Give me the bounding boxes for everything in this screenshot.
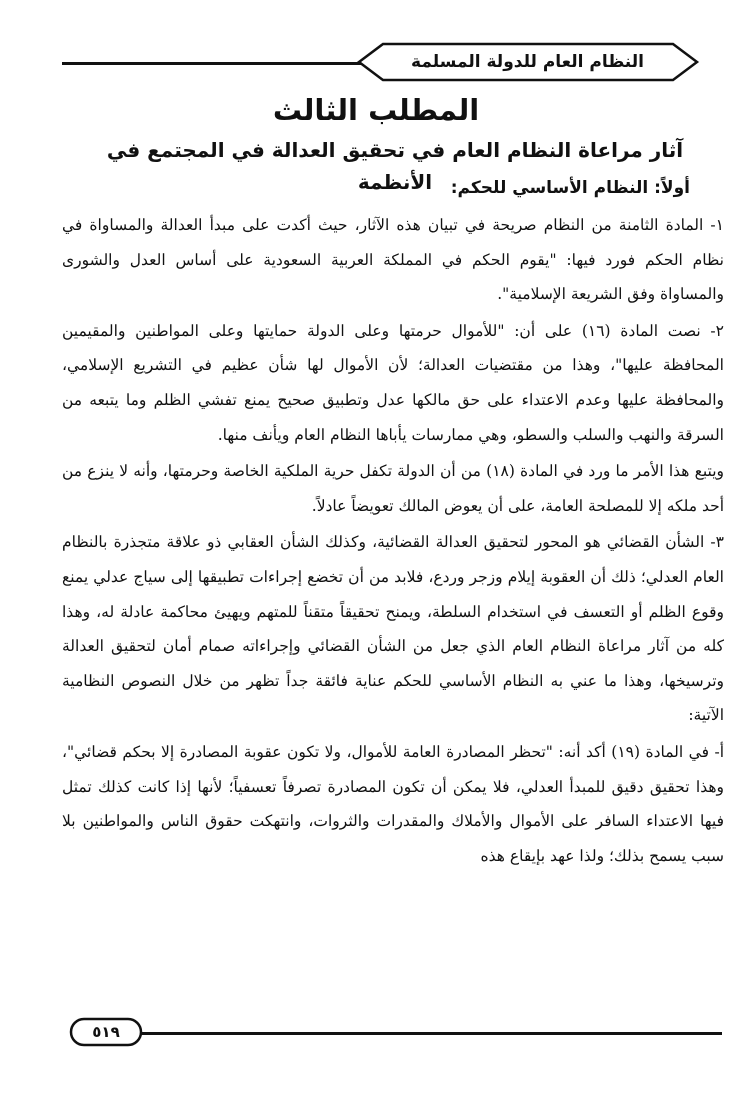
page-number-badge	[68, 1015, 144, 1049]
section-title: المطلب الثالث	[272, 93, 480, 127]
running-header	[345, 38, 710, 86]
paragraph-article-8: ١- المادة الثامنة من النظام صريحة في تبيان هذه الآثار، حيث أكدت على مبدأ العدالة والمساواة في نظام الحكم فورد فيها: "يقوم الحكم في المملكة العربية السعودية على أساس العدل والشورى والمساواة وفق الشريعة الإسلامية".	[62, 216, 724, 304]
body-text	[62, 208, 724, 875]
running-title: النظام العام للدولة المسلمة	[411, 52, 644, 72]
footer-rule	[140, 1032, 722, 1035]
paragraph-article-16: ٢- نصت المادة (١٦) على أن: "للأموال حرمتها وعلى الدولة حمايتها وعلى المواطنين والمقيمين المحافظة عليها"، وهذا من مقتضيات العدالة؛ لأن الأموال لها شأن عظيم في التشريع الإسلامي، والمحافظة عليها وعدم الاعتداء على حق مالكها عدل وتطبيق صحيح يمنع تفشي الظلم وما يتبعه من السرقة والنهب والسلب والسطو، وهي ممارسات يأباها النظام العام ويأنف منها.	[62, 321, 724, 444]
page-number: ٥١٩	[92, 1023, 120, 1041]
paragraph-judicial: ٣- الشأن القضائي هو المحور لتحقيق العدالة القضائية، وكذلك الشأن العقابي ذو علاقة متجذرة بالنظام العام العدلي؛ ذلك أن العقوبة إيلام وزجر وردع، فلابد من أن تخضع إجراءات تطبيقها إلى سياج عدلي يمنع وقوع الظلم أو التعسف في استخدام السلطة، ويمنح تحقيقاً متقناً للمتهم ويهيئ محاكمة عادلة له، وهذا كله من آثار مراعاة النظام العام الذي جعل من الشأن القضائي وإجراءاته صمام أمان لتحقيق العدالة وترسيخها، وهذا ما عني به النظام الأساسي للحكم عناية فائقة جداً تظهر من خلال النصوص النظامية الآتية:	[62, 533, 724, 725]
paragraph-article-19: أ- في المادة (١٩) أكد أنه: "تحظر المصادرة العامة للأموال، ولا تكون عقوبة المصادرة إلا بحكم قضائي"، وهذا تحقيق دقيق للمبدأ العدلي، فلا يمكن أن تكون المصادرة تصرفاً تعسفياً؛ لأنها إذا كانت كذلك تمثل فيها الاعتداء السافر على الأموال والأملاك والمقدرات والثروات، وانتهكت حقوق الناس والمواطنين بلا سبب يسمح بذلك؛ ولذا عهد بإيقاع هذه	[62, 742, 724, 865]
header-rule	[62, 62, 362, 65]
paragraph-article-18: ويتبع هذا الأمر ما ورد في المادة (١٨) من أن الدولة تكفل حرية الملكية الخاصة وحرمتها، وأنه لا ينزع من أحد ملكه إلا للمصلحة العامة، على أن يعوض المالك تعويضاً عادلاً.	[62, 462, 724, 515]
sub-heading: أولاً: النظام الأساسي للحكم:	[450, 178, 690, 198]
section-subtitle: آثار مراعاة النظام العام في تحقيق العدالة في المجتمع في الأنظمة	[106, 138, 684, 194]
